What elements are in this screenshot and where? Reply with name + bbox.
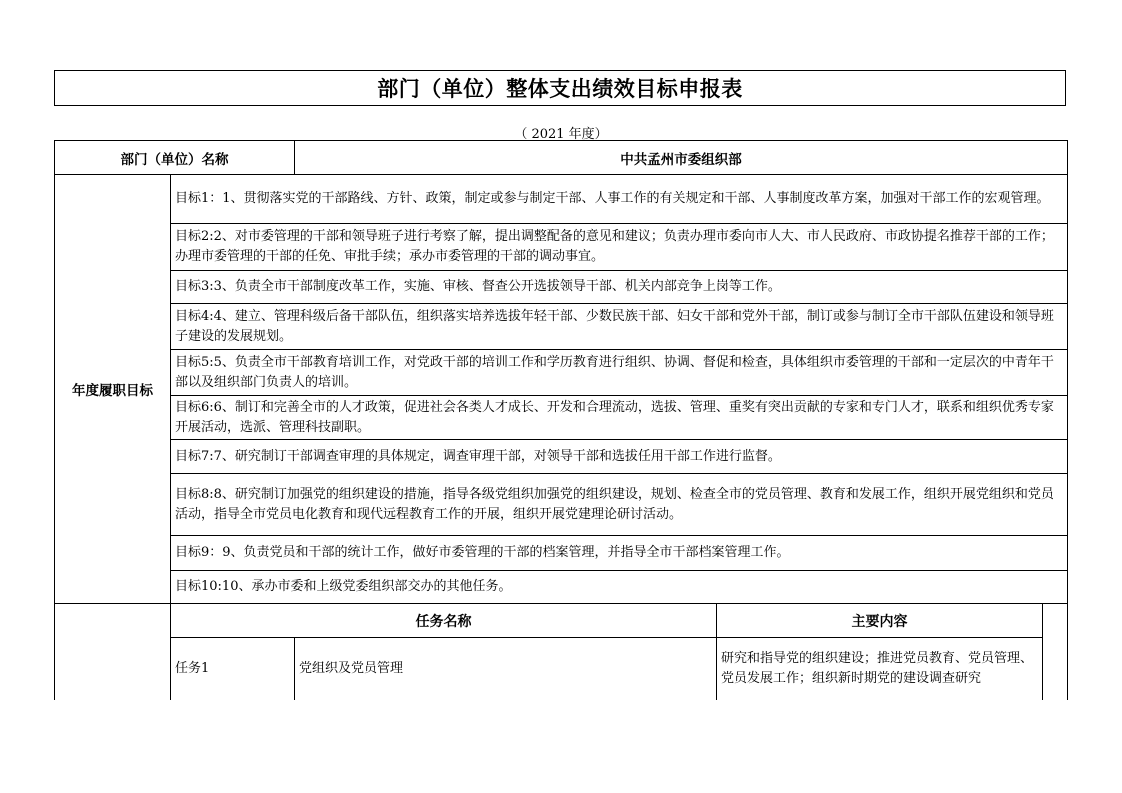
- blank-cell: [1043, 604, 1068, 700]
- goal-row: [55, 304, 1068, 350]
- page-title: 部门（单位）整体支出绩效目标申报表: [377, 77, 743, 101]
- performance-table: [54, 140, 1068, 700]
- task-id: 任务1: [171, 638, 295, 700]
- task-section-label: [55, 604, 171, 700]
- dept-label: 部门（单位）名称: [55, 141, 295, 175]
- goal-row: [55, 571, 1068, 604]
- goal-row: [55, 396, 1068, 440]
- goal-9: 目标9：9、负责党员和干部的统计工作，做好市委管理的干部的档案管理，并指导全市干部档案管理工作。: [171, 536, 1068, 571]
- goal-3: 目标3:3、负责全市干部制度改革工作，实施、审核、督查公开选拔领导干部、机关内部竞争上岗等工作。: [171, 271, 1068, 304]
- section-label: 年度履职目标: [55, 175, 171, 604]
- task-name-header: 任务名称: [171, 604, 717, 638]
- goal-6: 目标6:6、制订和完善全市的人才政策，促进社会各类人才成长、开发和合理流动，选拔、管理、重奖有突出贡献的专家和专门人才，联系和组织优秀专家开展活动，选派、管理科技副职。: [171, 396, 1068, 440]
- goal-4: 目标4:4、建立、管理科级后备干部队伍，组织落实培养选拔年轻干部、少数民族干部、妇女干部和党外干部，制订或参与制订全市干部队伍建设和领导班子建设的发展规划。: [171, 304, 1068, 350]
- task-name: 党组织及党员管理: [295, 638, 717, 700]
- goal-5: 目标5:5、负责全市干部教育培训工作，对党政干部的培训工作和学历教育进行组织、协调、督促和检查，具体组织市委管理的干部和一定层次的中青年干部以及组织部门负责人的培训。: [171, 350, 1068, 396]
- dept-value: 中共孟州市委组织部: [295, 141, 1068, 175]
- goal-row: [55, 440, 1068, 474]
- task-content: 研究和指导党的组织建设；推进党员教育、党员管理、党员发展工作；组织新时期党的建设调查研究: [717, 638, 1043, 700]
- goal-row: [55, 536, 1068, 571]
- goal-row: [55, 474, 1068, 536]
- goal-row: [55, 224, 1068, 271]
- task-content-header: 主要内容: [717, 604, 1043, 638]
- goal-7: 目标7:7、研究制订干部调查审理的具体规定，调查审理干部，对领导干部和选拔任用干部工作进行监督。: [171, 440, 1068, 474]
- task-header-row: [55, 604, 1068, 638]
- goal-10: 目标10:10、承办市委和上级党委组织部交办的其他任务。: [171, 571, 1068, 604]
- task-row: [55, 638, 1068, 700]
- goal-row: [55, 271, 1068, 304]
- goal-1: 目标1：1、贯彻落实党的干部路线、方针、政策，制定或参与制定干部、人事工作的有关规定和干部、人事制度改革方案，加强对干部工作的宏观管理。: [171, 175, 1068, 224]
- goal-row: [55, 175, 1068, 224]
- goal-8: 目标8:8、研究制订加强党的组织建设的措施，指导各级党组织加强党的组织建设，规划、检查全市的党员管理、教育和发展工作，组织开展党组织和党员活动，指导全市党员电化教育和现代远程教育工作的开展，组织开展党建理论研讨活动。: [171, 474, 1068, 536]
- goal-row: [55, 350, 1068, 396]
- title-box: [54, 70, 1066, 106]
- year-label: （ 2021 年度）: [514, 127, 608, 142]
- dept-row: [55, 141, 1068, 175]
- goal-2: 目标2:2、对市委管理的干部和领导班子进行考察了解，提出调整配备的意见和建议；负责办理市委向市人大、市人民政府、市政协提名推荐干部的工作；办理市委管理的干部的任免、审批手续；承办市委管理的干部的调动事宜。: [171, 224, 1068, 271]
